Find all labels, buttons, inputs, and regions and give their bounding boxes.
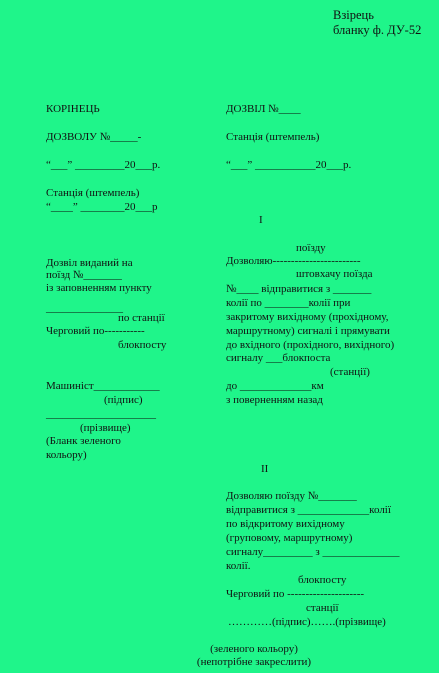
section-one-line: до вхідного (прохідного, вихідного): [226, 339, 395, 351]
section-two-line: по відкритому вихідному: [226, 518, 345, 530]
stub-date: “___” _________20___р.: [46, 159, 161, 171]
section-two-line: відправитися з _____________колії: [226, 504, 391, 516]
section-one-line: колії по ________колії при: [226, 297, 351, 309]
footer-strike-note: (непотрібне закреслити): [196, 656, 312, 668]
driver-line: (підпис): [104, 394, 143, 406]
stub-station: Станція (штемпель): [46, 187, 140, 199]
section-one-line: Дозволяю------------------------: [226, 255, 361, 267]
section-two-line: Черговий по ---------------------: [226, 588, 365, 600]
section-one-line: сигналу ___блокпоста: [226, 352, 331, 364]
issued-line: Черговий по-----------: [46, 325, 145, 337]
driver-line: кольору): [46, 449, 87, 461]
issued-line: блокпосту: [118, 339, 167, 351]
sample-label: Взірець: [333, 8, 374, 22]
issued-line: із заповненням пункту: [46, 282, 152, 294]
section-one-line: з поверненням назад: [226, 394, 323, 406]
permit-date: “___” ___________20___р.: [226, 159, 352, 171]
section-two-number: II: [261, 463, 269, 475]
section-one-line: маршрутному) сигналі і прямувати: [226, 325, 390, 337]
permit-title: ДОЗВІЛ №____: [226, 103, 301, 115]
stub-title: КОРІНЕЦЬ: [46, 103, 100, 115]
issued-line: по станції: [118, 312, 165, 324]
permit-station: Станція (штемпель): [226, 131, 320, 143]
driver-line: (прізвище): [80, 422, 131, 434]
section-one-number: I: [259, 214, 263, 226]
section-two-line: (груповому, маршрутному): [226, 532, 353, 544]
issued-line: поїзд №_______: [46, 269, 122, 281]
stub-station-date: “____” ________20___р: [46, 201, 158, 213]
footer-color-note: (зеленого кольору): [210, 643, 298, 655]
driver-line: ____________________: [46, 408, 156, 420]
stub-permit-number: ДОЗВОЛУ №_____-: [46, 131, 142, 143]
issued-line: ______________: [46, 302, 123, 314]
form-code-label: бланку ф. ДУ-52: [333, 23, 422, 37]
section-two-line: блокпосту: [298, 574, 347, 586]
section-one-line: до _____________км: [226, 380, 324, 392]
issued-line: Дозвіл виданий на: [46, 257, 133, 269]
section-one-line: поїзду: [296, 242, 326, 254]
section-one-line: (станції): [330, 366, 370, 378]
section-two-line: …………(підпис)…….(прізвище): [228, 616, 386, 628]
section-two-line: сигналу_________ з ______________: [226, 546, 400, 558]
driver-line: Машиніст____________: [46, 380, 160, 392]
section-one-line: №____ відправитися з _______: [226, 283, 372, 295]
driver-line: (Бланк зеленого: [46, 435, 121, 447]
section-two-line: станції: [306, 602, 339, 614]
section-two-line: Дозволяю поїзду №_______: [226, 490, 357, 502]
section-two-line: колії.: [226, 560, 251, 572]
section-one-line: закритому вихідному (прохідному,: [226, 311, 389, 323]
section-one-line: штовхачу поїзда: [296, 268, 373, 280]
